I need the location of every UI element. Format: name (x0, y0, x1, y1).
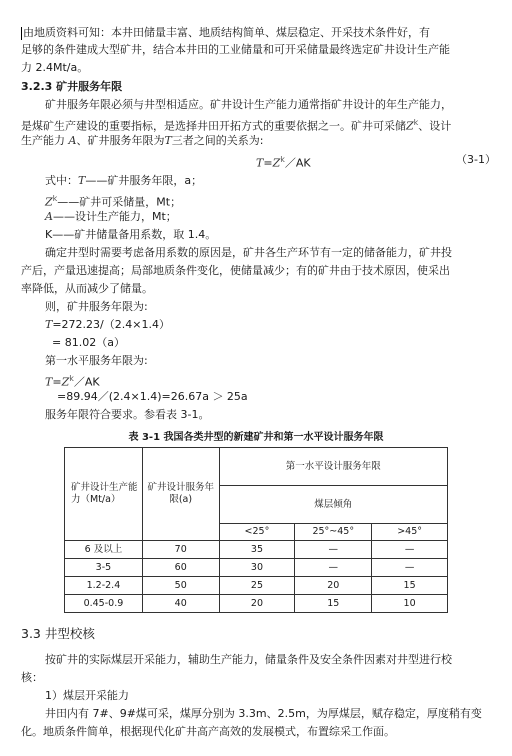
table-cell: 35 (219, 541, 295, 559)
paragraph-line: 按矿井的实际煤层开采能力，辅助生产能力，储量条件及安全条件因素对井型进行校 (45, 653, 452, 666)
table-cell: 20 (295, 577, 372, 595)
paragraph-line: 由地质资料可知：本井田储量丰富、地质结构简单、煤层稳定、开采技术条件好，有 (23, 26, 430, 39)
definition-line: 式中：T——矿井服务年限，a； (45, 174, 203, 187)
paragraph-line: 核： (21, 671, 43, 684)
section-heading-3-2-3: 3.2.3 矿井服务年限 (21, 80, 123, 93)
paragraph-line: 力 2.4Mt/a。 (21, 61, 89, 74)
list-item-heading: 1）煤层开采能力 (45, 689, 129, 702)
paragraph-line: 第一水平服务年限为: (45, 354, 148, 367)
table-cell: 3-5 (65, 559, 143, 577)
table-cell: 0.45-0.9 (65, 595, 143, 613)
text-cursor (21, 27, 22, 40)
table-cell: 1.2-2.4 (65, 577, 143, 595)
paragraph-line: 足够的条件建成大型矿井，结合本井田的工业储量和可开采储量最终选定矿井设计生产能 (21, 43, 450, 56)
paragraph-line: 产后，产量迅速提高；局部地质条件变化，使储量减少；有的矿井由于技术原因，使采出 (21, 264, 450, 277)
paragraph-line: 服务年限符合要求。参看表 3-1。 (45, 408, 210, 421)
table-cell: — (295, 559, 372, 577)
table-cell: — (372, 559, 448, 577)
paragraph-line: 井田内有 7#、9#煤可采，煤厚分别为 3.3m、2.5m，为厚煤层，赋存稳定，厚度稍有变 (45, 707, 482, 720)
symbol-t: T (164, 134, 172, 147)
definition-line: $Z^k——$矿井可采储量，Mt； (45, 194, 182, 209)
table-cell: 50 (142, 577, 219, 595)
paragraph-line: 化。地质条件简单，根据现代化矿井高产高效的发展模式，布置综采工作面。 (21, 725, 395, 738)
table-cell: 60 (142, 559, 219, 577)
table-row (65, 559, 448, 577)
table-cell: 6 及以上 (65, 541, 143, 559)
paragraph-line: 矿井服务年限必须与井型相适应。矿井设计生产能力通常指矿井设计的年生产能力， (45, 98, 452, 111)
table-cell: 15 (372, 577, 448, 595)
col-header-angle: 25°~45° (295, 524, 372, 541)
table-cell: 30 (219, 559, 295, 577)
table-cell: — (372, 541, 448, 559)
table-cell: 70 (142, 541, 219, 559)
table-row (65, 595, 448, 613)
paragraph-line: 则，矿井服务年限为: (45, 300, 148, 313)
table-cell: 20 (219, 595, 295, 613)
col-header-angle: >45° (372, 524, 448, 541)
symbol-z: Z (406, 119, 414, 133)
service-life-table (64, 447, 448, 613)
table-cell: — (295, 541, 372, 559)
definition-line: K——矿井储量备用系数，取 1.4。 (45, 228, 217, 241)
table-row (65, 541, 448, 559)
table-row (65, 577, 448, 595)
document-page: 由地质资料可知：本井田储量丰富、地质结构简单、煤层稳定、开采技术条件好，有 足够的条件建成大型矿井，结合本井田的工业储量和可开采储量最终选定矿井设计生产能 力 2.4Mt/a。 3.2.3 矿井服务年限 矿井服务年限必须与井型相适应。矿井设计生产能力通常指矿井设计的年生产能力， 是煤矿生产建设的重要指标，是选择井田开拓方式的重要依据之一。矿井可采储$Z^k$、设计 生产能力 A、矿井服务年限为T三者之间的关系为: $T=Z^k/AK$ （3-1） 式中：T——矿井服务年限，a； $Z^k——$矿井可采储量，Mt； A——设计生产能力，Mt； K——矿井储量备用系数，取 1.4。 确定井型时需要考虑备用系数的原因是，矿井各生产环节有一定的储备能力，矿井投 产后，产量迅速提高；局部地质条件变化，使储量减少；有的矿井由于技术原因，使采出 率降低，从而减少了储量。 则，矿井服务年限为: T=272.23/（2.4×1.4） = 81.02（a） 第一水平服务年限为: $T=Z^k/AK$ =89.94／(2.4×1.4)=26.67a ＞ 25a 服务年限符合要求。参看表 3-1。 表 3-1 我国各类井型的新建矿井和第一水平设计服务年限 矿井设计生产能力（Mt/a） 矿井设计服务年限(a) 第一水平设计服务年限 煤层倾角 <25° 25°~45° >45° 6 及以上 70 35 — — 3-5 60 30 — — 1.2-2.4 50 25 20 15 0.45-0.9 40 20 15 10 3.3 井型校核 按矿井的实际煤层开采能力，辅助生产能力，储量条件及安全条件因素对井型进行校 核： 1）煤层开采能力 井田内有 7#、9#煤可采，煤厚分别为 3.3m、2.5m，为厚煤层，赋存稳定，厚度稍有变 化。地质条件简单，根据现代化矿井高产高效的发展模式，布置综采工作面。 (0, 0, 512, 756)
paragraph-line: 是煤矿生产建设的重要指标，是选择井田开拓方式的重要依据之一。矿井可采储$Z^k$、设计 (21, 118, 452, 133)
col-header-capacity: 矿井设计生产能力（Mt/a） (65, 448, 143, 541)
symbol-a: A (68, 134, 77, 147)
table-cell: 25 (219, 577, 295, 595)
equation-number: （3-1） (456, 153, 496, 166)
calc-line: = 81.02（a） (52, 336, 125, 349)
table-cell: 15 (295, 595, 372, 613)
paragraph-line: 确定井型时需要考虑备用系数的原因是，矿井各生产环节有一定的储备能力，矿井投 (45, 246, 452, 259)
table-caption: 表 3-1 我国各类井型的新建矿井和第一水平设计服务年限 (128, 432, 384, 443)
section-heading-3-3: 3.3 井型校核 (21, 626, 95, 641)
paragraph-line: 率降低，从而减少了储量。 (21, 282, 153, 295)
col-header-angle: <25° (219, 524, 295, 541)
table-cell: 10 (372, 595, 448, 613)
calc-line: =89.94／(2.4×1.4)=26.67a ＞ 25a (57, 390, 248, 403)
calc-line: $T=Z^k/AK$ (45, 374, 100, 389)
col-header-first-level: 第一水平设计服务年限 (219, 448, 447, 486)
table-cell: 40 (142, 595, 219, 613)
col-header-dip-angle: 煤层倾角 (219, 486, 447, 524)
col-header-service-life: 矿井设计服务年限(a) (142, 448, 219, 541)
calc-line: T=272.23/（2.4×1.4） (45, 318, 170, 331)
paragraph-line: 生产能力 A、矿井服务年限为T三者之间的关系为: (21, 134, 264, 147)
definition-line: A——设计生产能力，Mt； (45, 210, 177, 223)
